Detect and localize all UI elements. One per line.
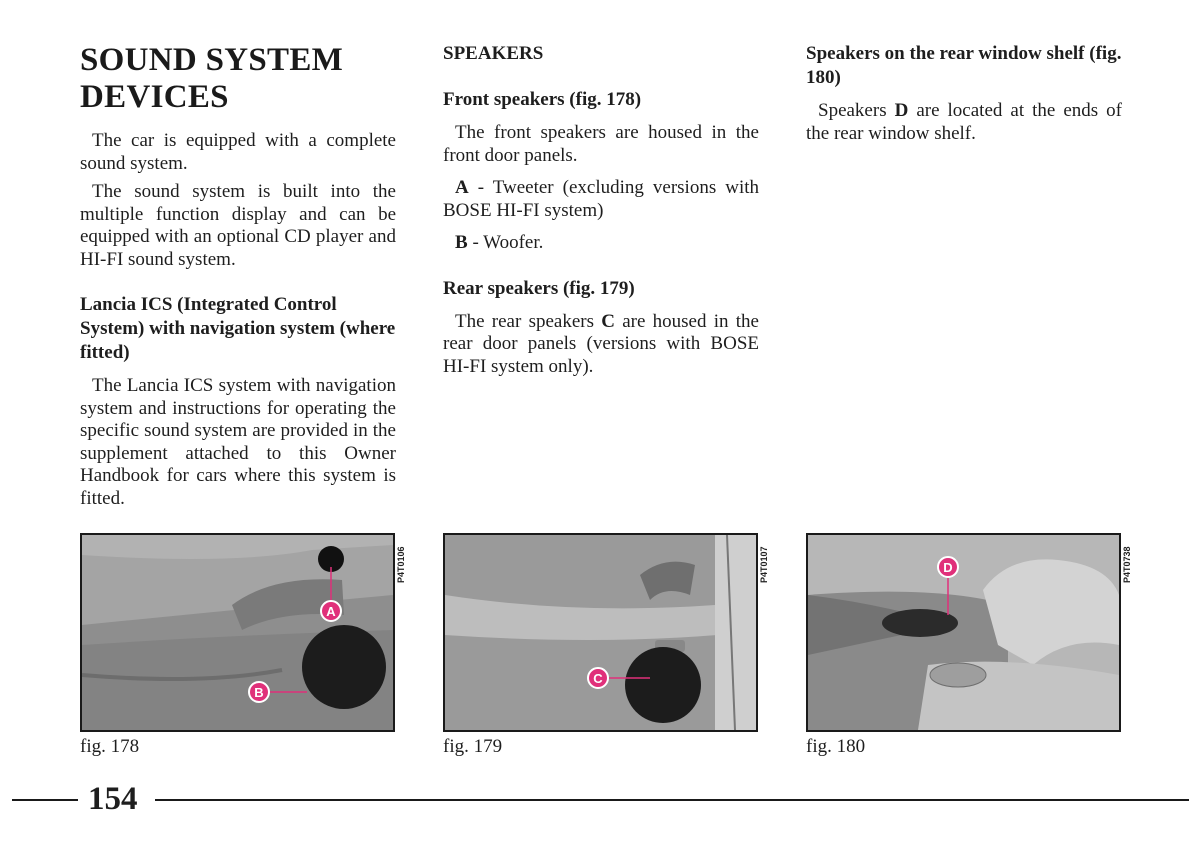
rear-text-2: are housed in the rear door panels (versions with BOSE HI-FI system only). xyxy=(443,310,759,377)
label-c-marker xyxy=(588,668,608,688)
section-title-ics: Lancia ICS (Integrated Control System) with navigation system (where fitted) xyxy=(80,294,396,363)
figure-178-image xyxy=(80,533,395,732)
figure-code-180: P4T0738 xyxy=(1122,546,1132,583)
figure-code-178: P4T0106 xyxy=(396,546,406,583)
door-panel-rear-illustration xyxy=(445,535,756,730)
item-b xyxy=(443,232,759,255)
column-3 xyxy=(806,42,1122,145)
footer-rule-right xyxy=(155,799,1189,801)
figure-180-image xyxy=(806,533,1121,732)
subsection-title-shelf: Speakers on the rear window shelf (fig. 180) xyxy=(806,43,1122,88)
footer-rule-left xyxy=(12,799,78,801)
label-d-marker xyxy=(938,557,958,577)
paragraph-shelf xyxy=(806,100,1122,145)
subsection-title-front: Front speakers (fig. 178) xyxy=(443,89,642,110)
column-2 xyxy=(443,42,759,378)
figure-caption-180: fig. 180 xyxy=(806,736,866,757)
key-d: D xyxy=(894,100,909,121)
subsection-title-rear: Rear speakers (fig. 179) xyxy=(443,277,635,299)
shelf-text-2: are located at the ends of the rear window shelf. xyxy=(806,100,1122,144)
svg-text:D: D xyxy=(943,560,953,575)
label-b-marker xyxy=(249,682,269,702)
svg-text:B: B xyxy=(254,685,264,700)
paragraph-sound-system: The sound system is built into the multiple function display and can be equipped with an optional CD player and HI-FI sound system. xyxy=(80,181,396,270)
key-c: C xyxy=(601,310,615,332)
rear-text-1: The rear speakers xyxy=(455,310,602,332)
paragraph-intro: The car is equipped with a complete sound system. xyxy=(80,130,396,174)
item-a-text: - Tweeter (excluding versions with BOSE HI-FI system) xyxy=(443,177,759,221)
key-a: A xyxy=(455,177,469,198)
svg-text:A: A xyxy=(326,604,336,619)
figure-179-image xyxy=(443,533,758,732)
section-title-speakers: SPEAKERS xyxy=(443,43,544,64)
figure-caption-178: fig. 178 xyxy=(80,736,140,757)
page-number: 154 xyxy=(88,781,138,817)
label-a-marker xyxy=(321,601,341,621)
key-b: B xyxy=(455,232,468,253)
paragraph-ics: The Lancia ICS system with navigation system and instructions for operating the specific sound system are provided in the supplement attached to this Owner Handbook for cars where this system is fitted. xyxy=(80,375,396,509)
item-a xyxy=(443,177,759,222)
figure-code-179: P4T0107 xyxy=(759,546,769,583)
paragraph-front: The front speakers are housed in the front door panels. xyxy=(443,122,759,166)
page-title: SOUND SYSTEM DEVICES xyxy=(80,42,344,115)
rear-shelf-illustration xyxy=(808,535,1119,730)
shelf-text-1: Speakers xyxy=(818,100,895,121)
door-panel-front-illustration xyxy=(82,535,393,730)
figure-caption-179: fig. 179 xyxy=(443,736,503,757)
column-1 xyxy=(80,42,396,510)
item-b-text: - Woofer. xyxy=(467,232,544,253)
paragraph-rear xyxy=(443,311,759,379)
svg-text:C: C xyxy=(593,671,603,686)
